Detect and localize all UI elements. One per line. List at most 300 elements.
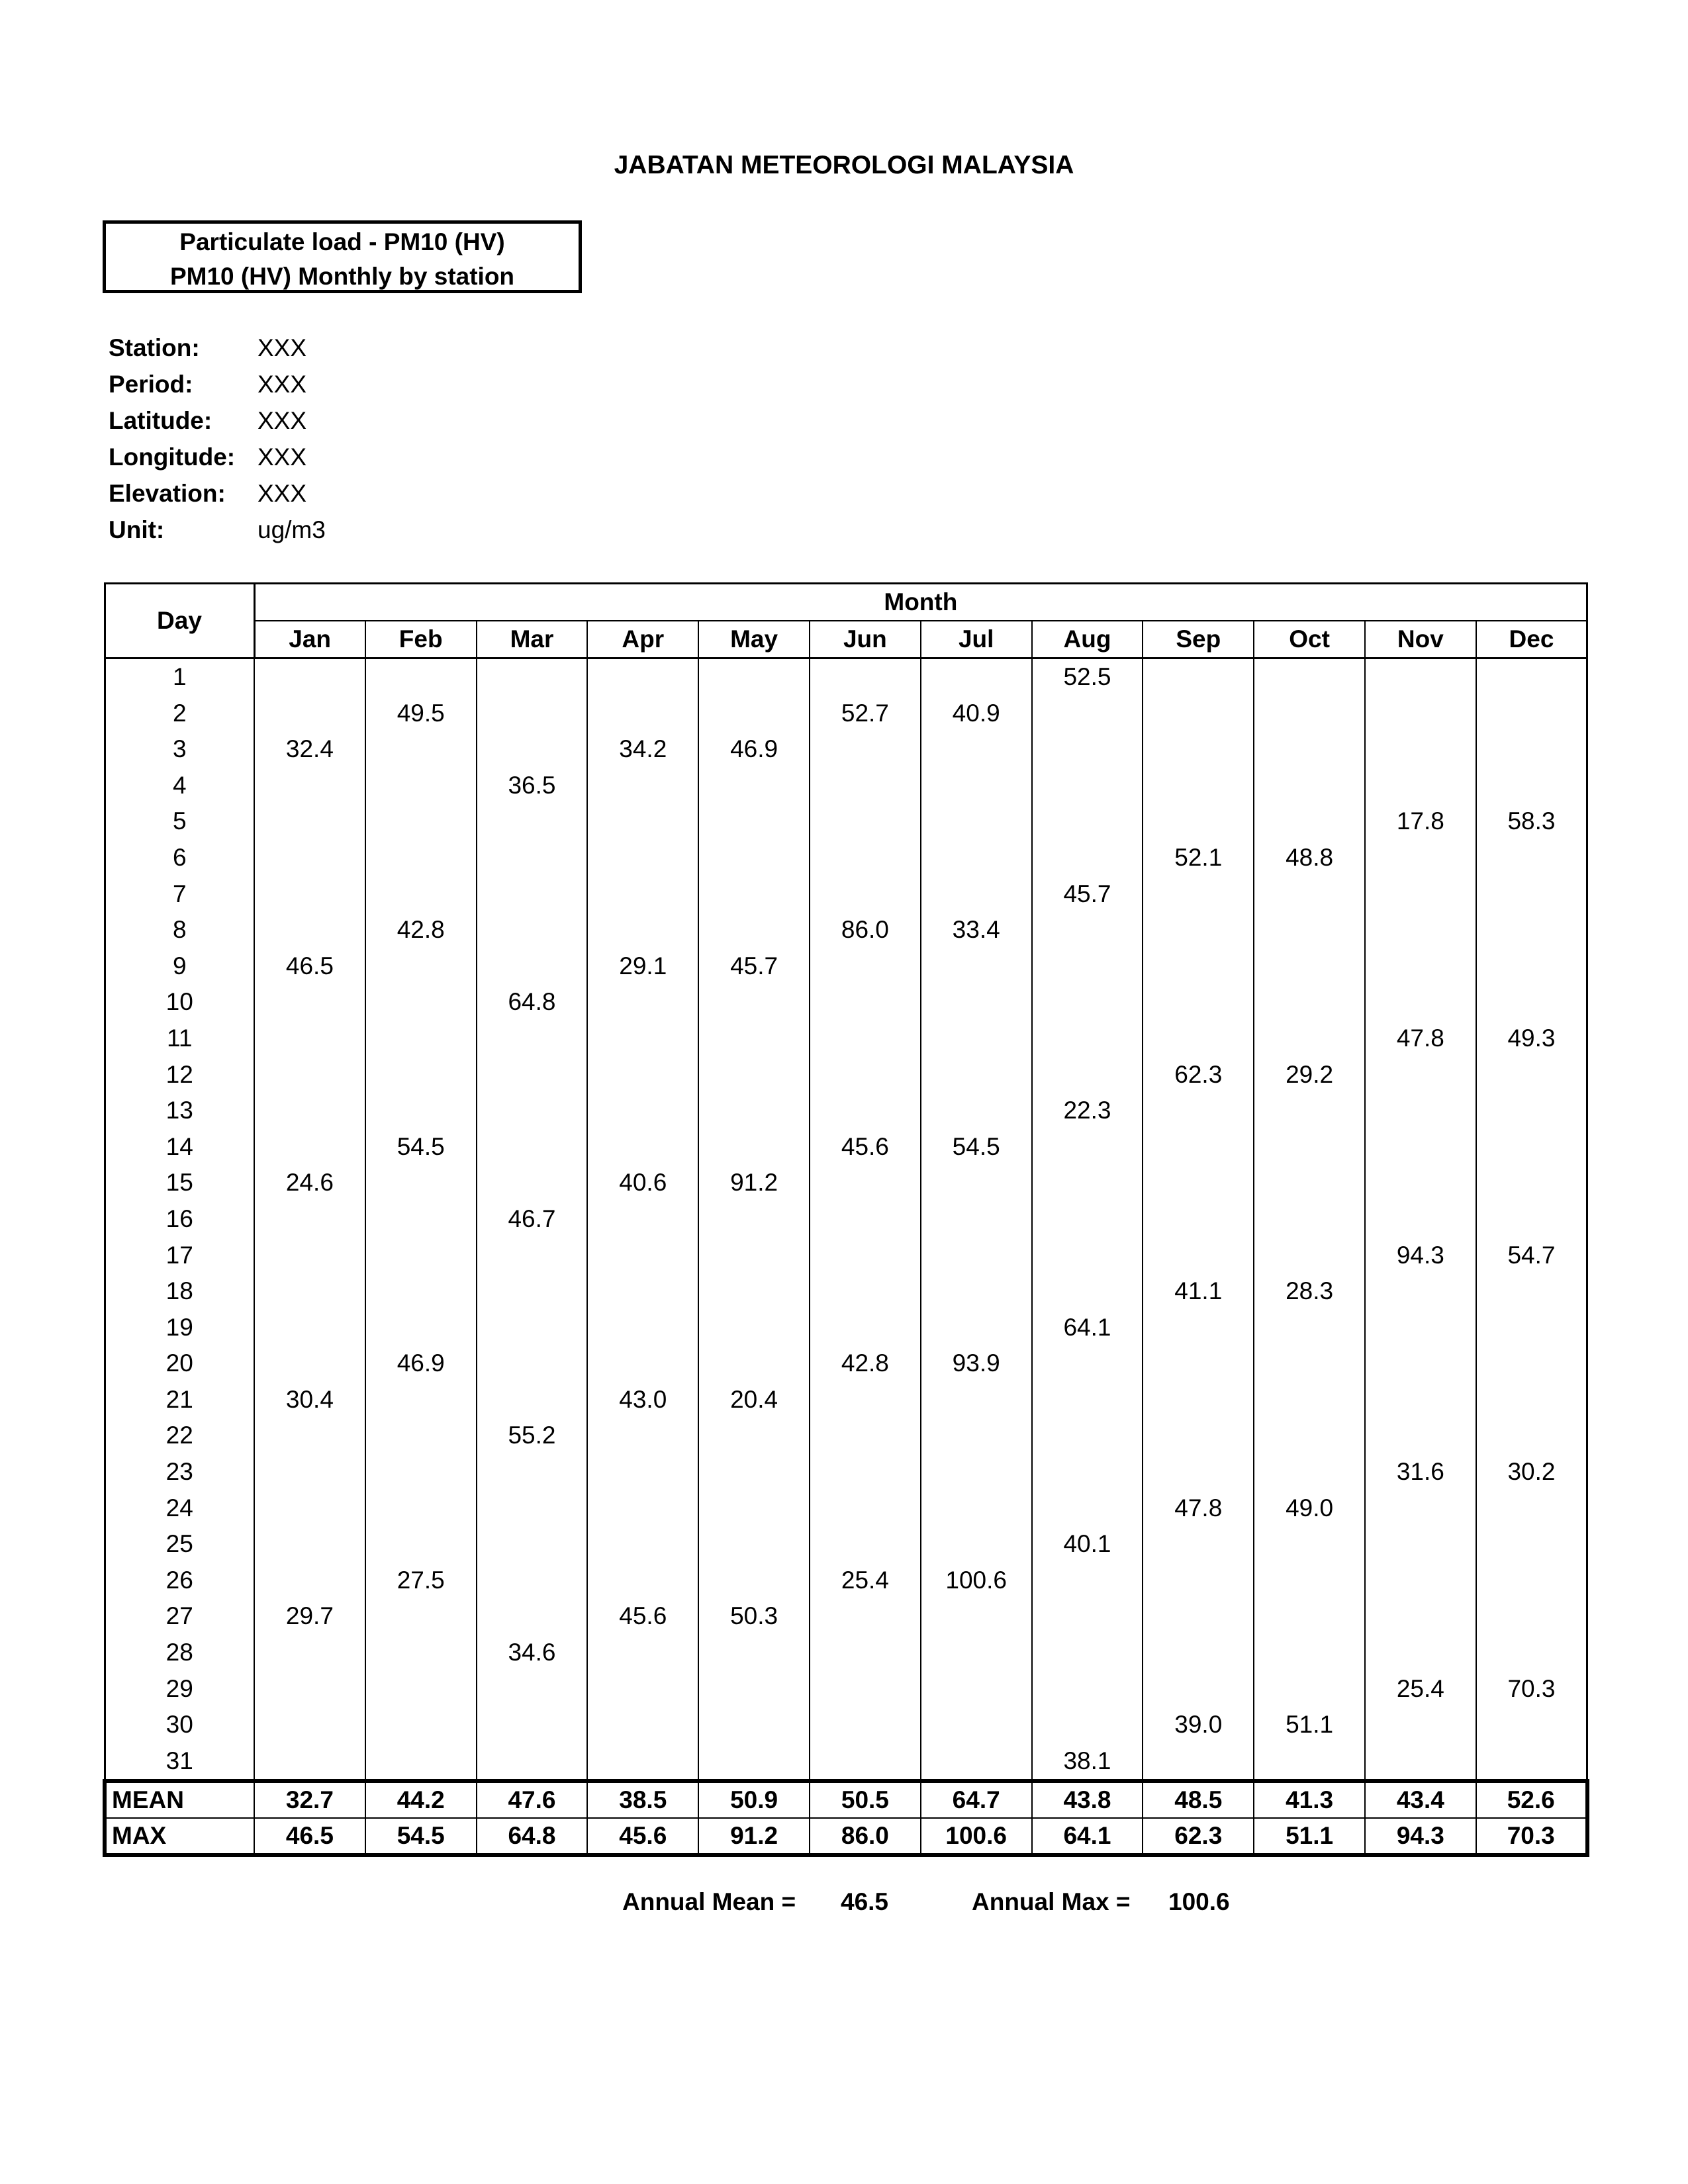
value-cell-oct: 51.1 bbox=[1254, 1707, 1365, 1743]
value-cell-apr bbox=[587, 876, 698, 913]
value-cell-sep bbox=[1143, 1743, 1254, 1782]
value-cell-sep bbox=[1143, 984, 1254, 1021]
table-row bbox=[105, 912, 1587, 948]
value-cell-jul bbox=[921, 768, 1032, 804]
meta-value: XXX bbox=[258, 334, 307, 361]
value-cell-jun bbox=[810, 984, 921, 1021]
value-cell-may bbox=[698, 1635, 810, 1671]
value-cell-jan bbox=[254, 1635, 365, 1671]
day-number-cell: 29 bbox=[105, 1671, 254, 1707]
meta-period bbox=[109, 366, 326, 402]
value-cell-oct bbox=[1254, 1165, 1365, 1201]
value-cell-dec: 49.3 bbox=[1476, 1021, 1587, 1057]
value-cell-dec bbox=[1476, 696, 1587, 732]
table-row bbox=[105, 803, 1587, 840]
value-cell-jun: 86.0 bbox=[810, 912, 921, 948]
value-cell-jul bbox=[921, 1635, 1032, 1671]
value-cell-dec: 58.3 bbox=[1476, 803, 1587, 840]
value-cell-jul: 54.5 bbox=[921, 1129, 1032, 1165]
month-header-nov: Nov bbox=[1365, 621, 1476, 659]
table-row bbox=[105, 1129, 1587, 1165]
summary-value-jun: 86.0 bbox=[810, 1818, 921, 1855]
value-cell-nov bbox=[1365, 1707, 1476, 1743]
annual-mean-value: 46.5 bbox=[841, 1888, 889, 1915]
value-cell-jul bbox=[921, 1238, 1032, 1274]
value-cell-aug bbox=[1032, 1057, 1143, 1093]
value-cell-mar bbox=[477, 731, 588, 768]
value-cell-jun bbox=[810, 1201, 921, 1238]
value-cell-nov bbox=[1365, 1057, 1476, 1093]
table-row bbox=[105, 1382, 1587, 1418]
value-cell-may bbox=[698, 1201, 810, 1238]
value-cell-jan bbox=[254, 1310, 365, 1346]
summary-value-aug: 43.8 bbox=[1032, 1781, 1143, 1818]
value-cell-oct bbox=[1254, 984, 1365, 1021]
table-row bbox=[105, 1635, 1587, 1671]
value-cell-may bbox=[698, 1671, 810, 1707]
value-cell-dec bbox=[1476, 1093, 1587, 1129]
table-row bbox=[105, 1563, 1587, 1599]
value-cell-dec: 30.2 bbox=[1476, 1454, 1587, 1490]
value-cell-may bbox=[698, 1273, 810, 1310]
value-cell-oct bbox=[1254, 1345, 1365, 1382]
value-cell-jan bbox=[254, 659, 365, 696]
value-cell-aug bbox=[1032, 1345, 1143, 1382]
value-cell-jul bbox=[921, 659, 1032, 696]
summary-value-feb: 54.5 bbox=[365, 1818, 477, 1855]
value-cell-apr bbox=[587, 1057, 698, 1093]
value-cell-aug bbox=[1032, 1490, 1143, 1527]
table-row bbox=[105, 948, 1587, 985]
value-cell-aug bbox=[1032, 1201, 1143, 1238]
value-cell-may: 45.7 bbox=[698, 948, 810, 985]
value-cell-feb bbox=[365, 659, 477, 696]
value-cell-dec bbox=[1476, 1273, 1587, 1310]
value-cell-sep bbox=[1143, 696, 1254, 732]
value-cell-dec: 70.3 bbox=[1476, 1671, 1587, 1707]
value-cell-nov bbox=[1365, 659, 1476, 696]
value-cell-jan bbox=[254, 840, 365, 876]
value-cell-jan bbox=[254, 1671, 365, 1707]
value-cell-nov: 94.3 bbox=[1365, 1238, 1476, 1274]
value-cell-jun bbox=[810, 1382, 921, 1418]
value-cell-aug: 64.1 bbox=[1032, 1310, 1143, 1346]
value-cell-feb: 42.8 bbox=[365, 912, 477, 948]
value-cell-jul bbox=[921, 876, 1032, 913]
value-cell-oct bbox=[1254, 876, 1365, 913]
value-cell-mar bbox=[477, 1093, 588, 1129]
value-cell-apr bbox=[587, 1129, 698, 1165]
day-number-cell: 19 bbox=[105, 1310, 254, 1346]
value-cell-aug bbox=[1032, 696, 1143, 732]
value-cell-jun bbox=[810, 840, 921, 876]
value-cell-may bbox=[698, 1238, 810, 1274]
month-header-oct: Oct bbox=[1254, 621, 1365, 659]
value-cell-dec bbox=[1476, 1526, 1587, 1563]
value-cell-nov bbox=[1365, 731, 1476, 768]
summary-value-jan: 46.5 bbox=[254, 1818, 365, 1855]
value-cell-mar bbox=[477, 1129, 588, 1165]
value-cell-apr bbox=[587, 1273, 698, 1310]
value-cell-may bbox=[698, 1743, 810, 1782]
value-cell-oct bbox=[1254, 696, 1365, 732]
value-cell-dec bbox=[1476, 1707, 1587, 1743]
value-cell-jan: 30.4 bbox=[254, 1382, 365, 1418]
value-cell-mar bbox=[477, 948, 588, 985]
meta-value: XXX bbox=[258, 480, 307, 507]
value-cell-feb bbox=[365, 1093, 477, 1129]
month-header-may: May bbox=[698, 621, 810, 659]
value-cell-apr bbox=[587, 659, 698, 696]
table-row bbox=[105, 1201, 1587, 1238]
day-number-cell: 2 bbox=[105, 696, 254, 732]
value-cell-jul bbox=[921, 1021, 1032, 1057]
value-cell-sep bbox=[1143, 912, 1254, 948]
value-cell-nov bbox=[1365, 948, 1476, 985]
value-cell-apr bbox=[587, 1310, 698, 1346]
value-cell-feb: 49.5 bbox=[365, 696, 477, 732]
value-cell-sep: 52.1 bbox=[1143, 840, 1254, 876]
value-cell-may: 20.4 bbox=[698, 1382, 810, 1418]
value-cell-dec bbox=[1476, 984, 1587, 1021]
pm10-data-table bbox=[103, 582, 1589, 1857]
value-cell-jul bbox=[921, 1490, 1032, 1527]
value-cell-may bbox=[698, 1129, 810, 1165]
value-cell-oct: 48.8 bbox=[1254, 840, 1365, 876]
value-cell-jan bbox=[254, 984, 365, 1021]
value-cell-feb bbox=[365, 1310, 477, 1346]
value-cell-aug bbox=[1032, 1165, 1143, 1201]
value-cell-dec bbox=[1476, 1382, 1587, 1418]
day-number-cell: 20 bbox=[105, 1345, 254, 1382]
value-cell-sep bbox=[1143, 1671, 1254, 1707]
value-cell-jun bbox=[810, 1635, 921, 1671]
value-cell-nov bbox=[1365, 984, 1476, 1021]
value-cell-feb: 27.5 bbox=[365, 1563, 477, 1599]
value-cell-jun bbox=[810, 1707, 921, 1743]
summary-value-jul: 64.7 bbox=[921, 1781, 1032, 1818]
value-cell-jan bbox=[254, 912, 365, 948]
value-cell-sep bbox=[1143, 1093, 1254, 1129]
value-cell-nov bbox=[1365, 1129, 1476, 1165]
summary-value-oct: 41.3 bbox=[1254, 1781, 1365, 1818]
value-cell-may: 91.2 bbox=[698, 1165, 810, 1201]
station-metadata bbox=[109, 330, 326, 548]
month-header-sep: Sep bbox=[1143, 621, 1254, 659]
value-cell-may bbox=[698, 659, 810, 696]
value-cell-jul bbox=[921, 1598, 1032, 1635]
value-cell-may bbox=[698, 876, 810, 913]
value-cell-jun bbox=[810, 731, 921, 768]
value-cell-apr bbox=[587, 696, 698, 732]
value-cell-nov bbox=[1365, 1743, 1476, 1782]
day-number-cell: 5 bbox=[105, 803, 254, 840]
value-cell-jun: 45.6 bbox=[810, 1129, 921, 1165]
value-cell-may bbox=[698, 1093, 810, 1129]
table-row bbox=[105, 1021, 1587, 1057]
value-cell-may bbox=[698, 1021, 810, 1057]
annual-mean-label: Annual Mean = bbox=[622, 1888, 796, 1915]
value-cell-aug bbox=[1032, 1635, 1143, 1671]
month-header-feb: Feb bbox=[365, 621, 477, 659]
value-cell-jun bbox=[810, 1418, 921, 1454]
table-row bbox=[105, 876, 1587, 913]
day-number-cell: 14 bbox=[105, 1129, 254, 1165]
report-title-box bbox=[103, 220, 582, 293]
value-cell-jan bbox=[254, 1743, 365, 1782]
value-cell-oct bbox=[1254, 1129, 1365, 1165]
value-cell-aug bbox=[1032, 1382, 1143, 1418]
table-row bbox=[105, 1418, 1587, 1454]
day-number-cell: 7 bbox=[105, 876, 254, 913]
value-cell-oct bbox=[1254, 1526, 1365, 1563]
value-cell-jul: 40.9 bbox=[921, 696, 1032, 732]
day-number-cell: 6 bbox=[105, 840, 254, 876]
value-cell-jul bbox=[921, 1057, 1032, 1093]
summary-label: MEAN bbox=[105, 1781, 254, 1818]
value-cell-apr bbox=[587, 984, 698, 1021]
value-cell-aug bbox=[1032, 984, 1143, 1021]
value-cell-nov bbox=[1365, 1201, 1476, 1238]
value-cell-aug bbox=[1032, 731, 1143, 768]
value-cell-feb bbox=[365, 1526, 477, 1563]
value-cell-nov: 17.8 bbox=[1365, 803, 1476, 840]
day-number-cell: 16 bbox=[105, 1201, 254, 1238]
value-cell-apr bbox=[587, 1563, 698, 1599]
value-cell-aug bbox=[1032, 1563, 1143, 1599]
value-cell-mar bbox=[477, 1345, 588, 1382]
table-row bbox=[105, 1057, 1587, 1093]
value-cell-nov bbox=[1365, 696, 1476, 732]
value-cell-jan bbox=[254, 1454, 365, 1490]
value-cell-feb bbox=[365, 1238, 477, 1274]
value-cell-dec bbox=[1476, 840, 1587, 876]
value-cell-oct bbox=[1254, 1418, 1365, 1454]
annual-max-value-wrap bbox=[1168, 1888, 1230, 1916]
value-cell-aug: 22.3 bbox=[1032, 1093, 1143, 1129]
value-cell-feb bbox=[365, 1598, 477, 1635]
table-row bbox=[105, 768, 1587, 804]
value-cell-sep: 47.8 bbox=[1143, 1490, 1254, 1527]
value-cell-jan bbox=[254, 803, 365, 840]
summary-value-oct: 51.1 bbox=[1254, 1818, 1365, 1855]
value-cell-sep: 39.0 bbox=[1143, 1707, 1254, 1743]
value-cell-apr: 43.0 bbox=[587, 1382, 698, 1418]
value-cell-apr bbox=[587, 1490, 698, 1527]
value-cell-aug bbox=[1032, 1129, 1143, 1165]
value-cell-jun bbox=[810, 1526, 921, 1563]
value-cell-feb bbox=[365, 1454, 477, 1490]
value-cell-may: 50.3 bbox=[698, 1598, 810, 1635]
value-cell-mar bbox=[477, 1165, 588, 1201]
value-cell-sep bbox=[1143, 1238, 1254, 1274]
value-cell-apr bbox=[587, 1418, 698, 1454]
month-header-jul: Jul bbox=[921, 621, 1032, 659]
value-cell-feb bbox=[365, 1021, 477, 1057]
value-cell-mar bbox=[477, 1382, 588, 1418]
table-body bbox=[105, 659, 1587, 1856]
value-cell-aug bbox=[1032, 912, 1143, 948]
value-cell-sep bbox=[1143, 803, 1254, 840]
value-cell-aug bbox=[1032, 840, 1143, 876]
value-cell-jan bbox=[254, 1526, 365, 1563]
day-number-cell: 10 bbox=[105, 984, 254, 1021]
value-cell-mar bbox=[477, 1671, 588, 1707]
day-number-cell: 11 bbox=[105, 1021, 254, 1057]
value-cell-dec bbox=[1476, 1743, 1587, 1782]
meta-unit bbox=[109, 512, 326, 548]
value-cell-may: 46.9 bbox=[698, 731, 810, 768]
value-cell-sep: 62.3 bbox=[1143, 1057, 1254, 1093]
value-cell-may bbox=[698, 1563, 810, 1599]
value-cell-oct: 29.2 bbox=[1254, 1057, 1365, 1093]
table-row bbox=[105, 659, 1587, 696]
value-cell-mar bbox=[477, 876, 588, 913]
value-cell-dec bbox=[1476, 768, 1587, 804]
value-cell-feb bbox=[365, 1671, 477, 1707]
value-cell-jun: 25.4 bbox=[810, 1563, 921, 1599]
value-cell-dec bbox=[1476, 1635, 1587, 1671]
value-cell-jan bbox=[254, 1021, 365, 1057]
value-cell-mar bbox=[477, 1563, 588, 1599]
value-cell-jul bbox=[921, 1707, 1032, 1743]
summary-row-max bbox=[105, 1818, 1587, 1855]
value-cell-mar bbox=[477, 696, 588, 732]
value-cell-aug bbox=[1032, 1707, 1143, 1743]
value-cell-jul bbox=[921, 1454, 1032, 1490]
value-cell-feb bbox=[365, 1273, 477, 1310]
value-cell-nov bbox=[1365, 1273, 1476, 1310]
value-cell-jun bbox=[810, 1310, 921, 1346]
table-row bbox=[105, 1526, 1587, 1563]
value-cell-jul bbox=[921, 1310, 1032, 1346]
value-cell-may bbox=[698, 1526, 810, 1563]
value-cell-mar bbox=[477, 1238, 588, 1274]
value-cell-jun bbox=[810, 659, 921, 696]
value-cell-oct: 28.3 bbox=[1254, 1273, 1365, 1310]
value-cell-may bbox=[698, 1345, 810, 1382]
value-cell-jan bbox=[254, 1129, 365, 1165]
value-cell-aug bbox=[1032, 803, 1143, 840]
value-cell-sep bbox=[1143, 1310, 1254, 1346]
value-cell-jun bbox=[810, 1490, 921, 1527]
value-cell-jan: 32.4 bbox=[254, 731, 365, 768]
value-cell-jul bbox=[921, 840, 1032, 876]
value-cell-may bbox=[698, 840, 810, 876]
value-cell-mar: 34.6 bbox=[477, 1635, 588, 1671]
value-cell-jun bbox=[810, 1057, 921, 1093]
value-cell-jun bbox=[810, 1021, 921, 1057]
summary-value-jan: 32.7 bbox=[254, 1781, 365, 1818]
month-header-dec: Dec bbox=[1476, 621, 1587, 659]
value-cell-may bbox=[698, 1418, 810, 1454]
value-cell-jun bbox=[810, 1743, 921, 1782]
meta-value: ug/m3 bbox=[258, 516, 326, 543]
value-cell-nov bbox=[1365, 1382, 1476, 1418]
summary-value-jul: 100.6 bbox=[921, 1818, 1032, 1855]
value-cell-sep bbox=[1143, 1598, 1254, 1635]
value-cell-oct bbox=[1254, 768, 1365, 804]
value-cell-apr bbox=[587, 1671, 698, 1707]
value-cell-jan bbox=[254, 1345, 365, 1382]
annual-max bbox=[972, 1888, 1131, 1916]
table-row bbox=[105, 1454, 1587, 1490]
value-cell-nov bbox=[1365, 840, 1476, 876]
value-cell-apr bbox=[587, 1743, 698, 1782]
value-cell-oct bbox=[1254, 1021, 1365, 1057]
value-cell-apr: 34.2 bbox=[587, 731, 698, 768]
value-cell-mar bbox=[477, 1021, 588, 1057]
value-cell-dec bbox=[1476, 1598, 1587, 1635]
table-row bbox=[105, 1707, 1587, 1743]
value-cell-mar bbox=[477, 1454, 588, 1490]
value-cell-may bbox=[698, 1490, 810, 1527]
value-cell-dec bbox=[1476, 948, 1587, 985]
value-cell-jun bbox=[810, 1273, 921, 1310]
meta-latitude bbox=[109, 402, 326, 439]
value-cell-jan bbox=[254, 1201, 365, 1238]
summary-value-may: 91.2 bbox=[698, 1818, 810, 1855]
value-cell-oct bbox=[1254, 1093, 1365, 1129]
value-cell-feb bbox=[365, 1743, 477, 1782]
value-cell-jul: 93.9 bbox=[921, 1345, 1032, 1382]
value-cell-mar: 46.7 bbox=[477, 1201, 588, 1238]
value-cell-nov bbox=[1365, 768, 1476, 804]
value-cell-jun bbox=[810, 1598, 921, 1635]
table-row bbox=[105, 1238, 1587, 1274]
value-cell-jan: 24.6 bbox=[254, 1165, 365, 1201]
value-cell-dec bbox=[1476, 731, 1587, 768]
meta-value: XXX bbox=[258, 371, 307, 398]
meta-label: Latitude: bbox=[109, 407, 212, 434]
value-cell-may bbox=[698, 1454, 810, 1490]
value-cell-feb bbox=[365, 840, 477, 876]
value-cell-jan bbox=[254, 1093, 365, 1129]
summary-row-mean bbox=[105, 1781, 1587, 1818]
day-number-cell: 31 bbox=[105, 1743, 254, 1782]
value-cell-nov bbox=[1365, 1598, 1476, 1635]
value-cell-oct bbox=[1254, 1635, 1365, 1671]
value-cell-jan bbox=[254, 1563, 365, 1599]
table-row bbox=[105, 984, 1587, 1021]
value-cell-jan bbox=[254, 1707, 365, 1743]
day-number-cell: 30 bbox=[105, 1707, 254, 1743]
value-cell-oct bbox=[1254, 803, 1365, 840]
summary-value-sep: 48.5 bbox=[1143, 1781, 1254, 1818]
value-cell-dec bbox=[1476, 912, 1587, 948]
value-cell-mar: 64.8 bbox=[477, 984, 588, 1021]
page-title: JABATAN METEOROLOGI MALAYSIA bbox=[614, 151, 1074, 179]
day-number-cell: 24 bbox=[105, 1490, 254, 1527]
value-cell-oct bbox=[1254, 1598, 1365, 1635]
value-cell-sep bbox=[1143, 1454, 1254, 1490]
value-cell-oct bbox=[1254, 659, 1365, 696]
value-cell-jul bbox=[921, 1418, 1032, 1454]
value-cell-feb bbox=[365, 803, 477, 840]
table-row bbox=[105, 1310, 1587, 1346]
summary-value-nov: 43.4 bbox=[1365, 1781, 1476, 1818]
day-number-cell: 21 bbox=[105, 1382, 254, 1418]
value-cell-sep bbox=[1143, 1129, 1254, 1165]
value-cell-jan bbox=[254, 1273, 365, 1310]
month-header-row bbox=[105, 621, 1587, 659]
value-cell-feb bbox=[365, 876, 477, 913]
value-cell-aug: 45.7 bbox=[1032, 876, 1143, 913]
meta-station bbox=[109, 330, 326, 366]
value-cell-feb bbox=[365, 948, 477, 985]
day-number-cell: 27 bbox=[105, 1598, 254, 1635]
day-number-cell: 28 bbox=[105, 1635, 254, 1671]
